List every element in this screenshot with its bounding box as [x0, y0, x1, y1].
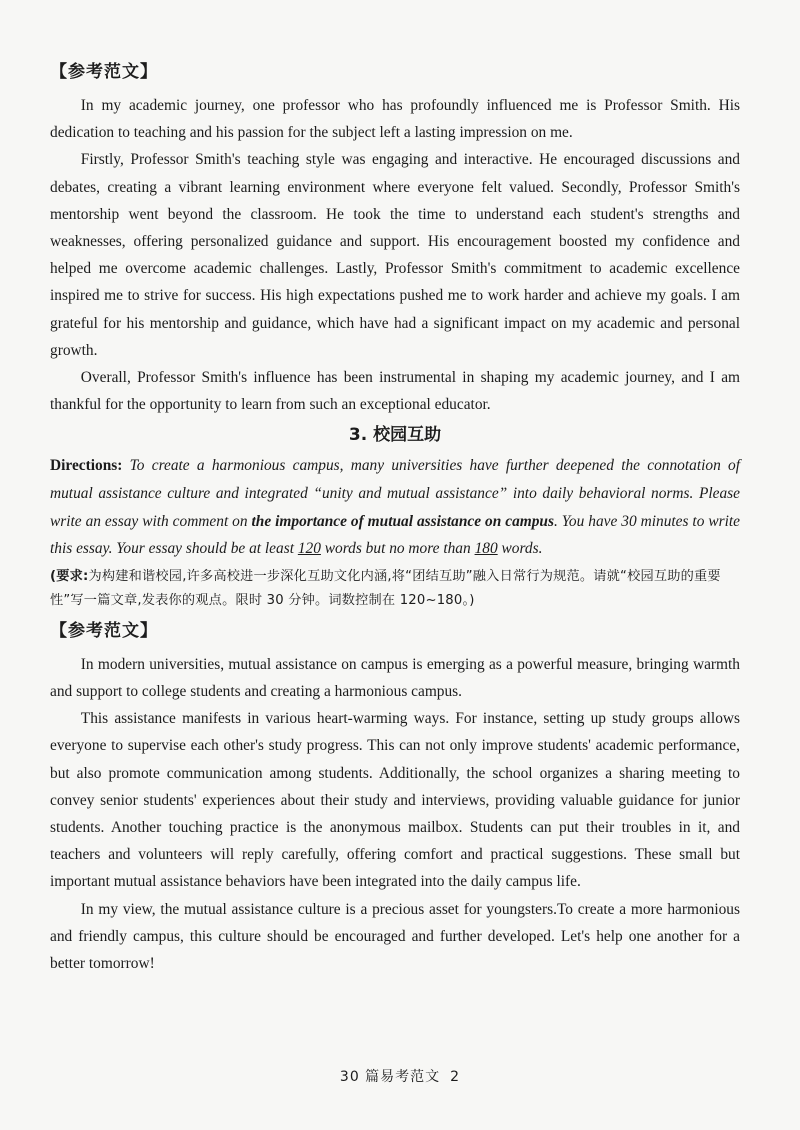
directions-text-a: To create a harmonious campus, many universities have further deepened the connotation of mutual assistance culture and integrated “unity and mutual assistance” into daily behavioral norms. Please write an essay with comment on: [50, 457, 740, 530]
section-title: 3. 校园互助: [348, 425, 442, 446]
essay2-paragraph-3: In my view, the mutual assistance culture is a precious asset for youngsters.To create a more harmonious and friendly campus, this culture should be encouraged and further developed. Let's help one another for a better tomorrow!: [50, 900, 740, 973]
max-words: 180: [474, 540, 498, 558]
directions-text: [50, 452, 740, 562]
footer-book-title: 30 篇易考范文: [339, 1069, 441, 1085]
directions-topic: the importance of mutual assistance on campus: [251, 512, 554, 530]
min-words: 120: [297, 540, 321, 558]
directions-text-d: words.: [497, 540, 543, 558]
page-footer: [0, 1066, 800, 1086]
sample-essay-heading-2: 【参考范文】: [50, 620, 158, 641]
essay2-paragraph-1: In modern universities, mutual assistance on campus is emerging as a powerful measure, bringing warmth and support to college students and creating a harmonious campus.: [50, 655, 740, 701]
directions-text-b: . You have 30 minutes to write this essay. Your essay should be at least: [50, 512, 740, 558]
essay1-paragraph-1: In my academic journey, one professor who has profoundly influenced me is Professor Smith. His dedication to teaching and his passion for the subject left a lasting impression on me.: [50, 97, 740, 142]
requirement-label: (要求:: [50, 568, 89, 584]
directions-text-c: words but no more than: [320, 540, 475, 558]
essay1-paragraph-3: Overall, Professor Smith's influence has been instrumental in shaping my academic journey, and I am thankful for the opportunity to learn from such an exceptional educator.: [50, 369, 740, 414]
page-number: 2: [450, 1069, 461, 1085]
directions-label: Directions:: [50, 457, 123, 475]
sample-essay-heading: 【参考范文】: [50, 62, 158, 82]
essay1-paragraph-2: Firstly, Professor Smith's teaching style was engaging and interactive. He encouraged discussions and debates, creating a vibrant learning environment where everyone felt valued. Secondly, Professor Smith's mentorship went beyond the classroom. He took the time to understand each student's strengths and weaknesses, offering personalized guidance and support. His encouragement boosted my confidence and helped me overcome academic challenges. Lastly, Professor Smith's commitment to academic excellence inspired me to strive for success. His high expectations pushed me to work harder and achieve my goals. I am grateful for his mentorship and guidance, which have had a significant impact on my academic and personal growth.: [50, 151, 740, 359]
requirement-body: 为构建和谐校园,许多高校进一步深化互助文化内涵,将“团结互助”融入日常行为规范。请就“校园互助的重要性”写一篇文章,发表你的观点。限时 30 分钟。词数控制在 120~180。): [50, 568, 721, 608]
essay2-paragraph-2: This assistance manifests in various heart-warming ways. For instance, setting up study groups allows everyone to supervise each other's study progress. This can not only improve students' academic performance, but also promote communication among students. Additionally, the school organizes a sharing meeting to convey senior students' experiences about their study and interviews, providing valuable guidance for junior students. Another touching practice is the anonymous mailbox. Students can put their troubles in it, and teachers and volunteers will reply carefully, offering comfort and practical suggestions. These small but important mutual assistance behaviors have been integrated into the daily campus life.: [50, 710, 740, 891]
requirement-text: [50, 565, 740, 613]
